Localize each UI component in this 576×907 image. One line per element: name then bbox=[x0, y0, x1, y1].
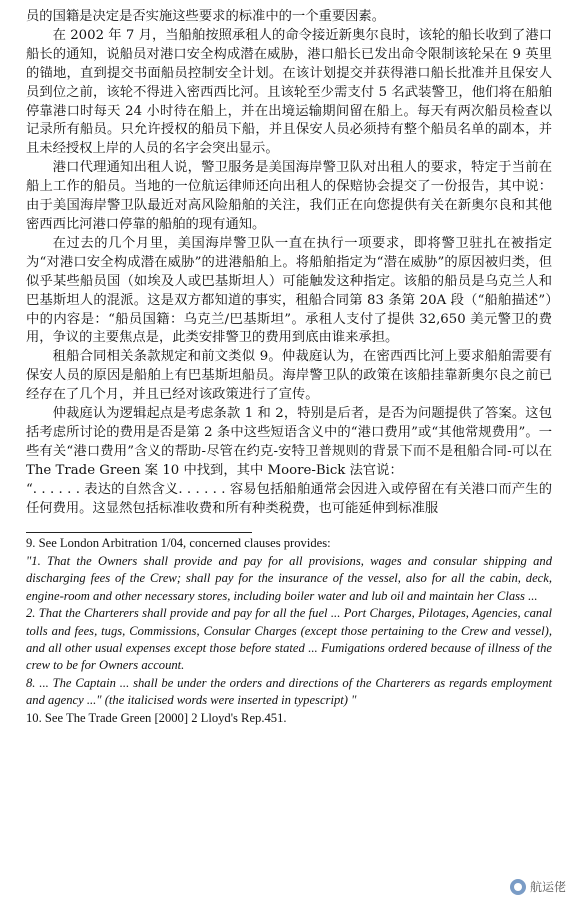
paragraph-continuation: 员的国籍是决定是否实施这些要求的标准中的一个重要因素。 bbox=[26, 9, 386, 24]
watermark-text: 航运佬 bbox=[529, 880, 566, 894]
paragraph-logic: 仲裁庭认为逻辑起点是考虑条款 1 和 2，特别是后者，是否为问题提供了答案。这包括考虑所讨论的费用是否是第 2 条中这些短语含义中的“港口费用”或“其他常规费用”。一些有关“港口费用”含义的帮助-尽管在约克-安特卫普规则的背景下而不是租船合同-可以在 The Trade Green 案 10 中找到，其中 Moore-Bick 法官说： bbox=[26, 406, 552, 478]
footnote-9-intro: 9. See London Arbitration 1/04, concerned clauses provides: bbox=[26, 536, 331, 551]
paragraph-agent-notice: 港口代理通知出租人说，警卫服务是美国海岸警卫队对出租人的要求，特定于当前在船上工作的船员。当地的一位航运律师还向出租人的保赔协会提交了一份报告，其中说：由于美国海岸警卫队最近对高风险船舶的关注，我们正在向您提供有关在新奥尔良和其他密西西比河港口停靠的船舶的现有通知。 bbox=[26, 160, 552, 232]
footnote-9-clause-8: 8. ... The Captain ... shall be under the orders and directions of the Charterers as regards employment and agency ..." (the italicised words were inserted in typescript) " bbox=[26, 675, 552, 708]
wechat-icon bbox=[510, 879, 526, 895]
footnote-10: 10. See The Trade Green [2000] 2 Lloyd's Rep.451. bbox=[26, 710, 287, 725]
paragraph-tribunal-view: 租船合同相关条款规定和前文类似 9。仲裁庭认为，在密西西比河上要求船舶需要有保安人员的原因是船舶上有巴基斯坦船员。海岸警卫队的政策在该船挂靠新奥尔良之前已经存在了几个月，并且已经对该政策进行了宣传。 bbox=[26, 349, 552, 403]
footnote-9-clause-1: "1. That the Owners shall provide and pay for all provisions, wages and consular shipping and discharging fees of the Crew; shall pay for the insurance of the vessel, also for all the cabin, deck, engine-room and other necessary stores, including boiler water and lub oil and maintain her Class ... bbox=[26, 553, 552, 603]
footnote-9-clause-2: 2. That the Charterers shall provide and pay for all the fuel ... Port Charges, Pilotages, Agencies, canal tolls and fees, tugs, Commissions, Consular Charges (except those pertaining to the Crew and vessel), and all other usual expenses except those before stated ... Fumigations ordered because of illness of the crew to be for Owners account. bbox=[26, 606, 552, 673]
footnote-divider bbox=[26, 532, 252, 533]
paragraph-coast-guard: 在过去的几个月里，美国海岸警卫队一直在执行一项要求，即将警卫驻扎在被指定为“对港口安全构成潜在威胁”的进港船舶上。将船舶指定为“潜在威胁”的原因被归类，但似乎某些船员国（如埃及人或巴基斯坦人）可能触发这种指定。该船的船员是乌克兰人和巴基斯坦人的混派。这是双方都知道的事实，租船合同第 83 条第 20A 段（“船舶描述”）中的内容是：“船员国籍：乌克兰/巴基斯坦”。承租人支付了提供 32,650 美元警卫的费用，争议的主要焦点是，此类安排警卫的费用到底由谁来承担。 bbox=[26, 235, 552, 346]
quote-moore-bick: “. . . . . . 表达的自然含义. . . . . . 容易包括船舶通常会因进入或停留在有关港口而产生的任何费用。这显然包括标准收费和所有种类税费，也可能延伸到标准服 bbox=[26, 481, 552, 516]
paragraph-incident: 在 2002 年 7 月，当船舶按照承租人的命令接近新奥尔良时，该轮的船长收到了港口船长的通知，说船员对港口安全构成潜在威胁，港口船长已发出命令限制该轮呆在 9 英里的锚地，直到提交书面船员控制安全计划。在该计划提交并获得港口船长批准并且保安人员到位之前，该轮不得进入密西西比河。且该轮至少需支付 5 名武装警卫，他们将在船舶停靠港口时每天 24 小时待在船上，并在出境运输期间留在船上。每天有两次船员检查以记录所有船员。只允许授权的船员下船，并且保安人员必须持有整个船员名单的副本，并且未经授权上岸的人员的名字会突出显示。 bbox=[26, 27, 552, 157]
watermark bbox=[506, 876, 570, 897]
